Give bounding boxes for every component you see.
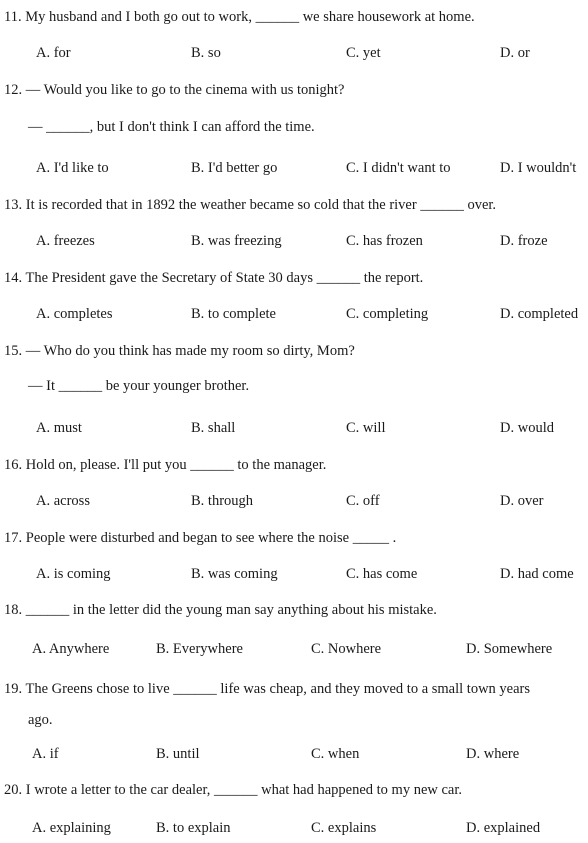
answer-option-b[interactable]: B. Everywhere (156, 641, 243, 657)
answer-option-a[interactable]: A. completes (36, 306, 113, 322)
answer-option-a[interactable]: A. Anywhere (32, 641, 110, 657)
question-stem: 12. — Would you like to go to the cinema with us tonight? (4, 82, 345, 98)
answer-option-c[interactable]: C. yet (346, 45, 381, 61)
answer-option-b[interactable]: B. to explain (156, 820, 231, 836)
answer-option-d[interactable]: D. where (466, 746, 520, 762)
answer-option-b[interactable]: B. so (191, 45, 221, 61)
question-stem: 11. My husband and I both go out to work, ______ we share housework at home. (4, 9, 475, 25)
answer-option-c[interactable]: C. Nowhere (311, 641, 382, 657)
answer-option-d[interactable]: D. over (500, 493, 544, 509)
answer-option-a[interactable]: A. explaining (32, 820, 111, 836)
answer-option-a[interactable]: A. freezes (36, 233, 95, 249)
answer-option-d[interactable]: D. had come (500, 566, 574, 582)
answer-option-b[interactable]: B. was coming (191, 566, 278, 582)
question-stem: 18. ______ in the letter did the young man say anything about his mistake. (4, 602, 437, 618)
answer-option-d[interactable]: D. explained (466, 820, 541, 836)
answer-option-d[interactable]: D. completed (500, 306, 579, 322)
question-stem: 19. The Greens chose to live ______ life was cheap, and they moved to a small town years (4, 681, 531, 697)
answer-option-b[interactable]: B. shall (191, 420, 236, 436)
answer-option-c[interactable]: C. off (346, 493, 380, 509)
answer-option-c[interactable]: C. completing (346, 306, 429, 322)
answer-option-c[interactable]: C. I didn't want to (346, 160, 451, 176)
answer-option-b[interactable]: B. I'd better go (191, 160, 278, 176)
answer-option-a[interactable]: A. if (32, 746, 59, 762)
answer-option-a[interactable]: A. must (36, 420, 82, 436)
answer-option-a[interactable]: A. for (36, 45, 71, 61)
answer-option-c[interactable]: C. has come (346, 566, 418, 582)
question-stem-continuation: — ______, but I don't think I can afford the time. (28, 119, 315, 135)
answer-option-c[interactable]: C. has frozen (346, 233, 423, 249)
question-stem-continuation: ago. (28, 712, 53, 728)
answer-option-a[interactable]: A. across (36, 493, 90, 509)
question-stem-continuation: — It ______ be your younger brother. (28, 378, 250, 394)
question-stem: 13. It is recorded that in 1892 the weather became so cold that the river ______ over. (4, 197, 497, 213)
question-stem: 15. — Who do you think has made my room so dirty, Mom? (4, 343, 355, 359)
answer-option-c[interactable]: C. will (346, 420, 386, 436)
question-stem: 14. The President gave the Secretary of State 30 days ______ the report. (4, 270, 424, 286)
answer-option-d[interactable]: D. froze (500, 233, 548, 249)
answer-option-b[interactable]: B. was freezing (191, 233, 282, 249)
question-stem: 16. Hold on, please. I'll put you ______ to the manager. (4, 457, 327, 473)
question-stem: 17. People were disturbed and began to see where the noise _____ . (4, 530, 397, 546)
question-stem: 20. I wrote a letter to the car dealer, ______ what had happened to my new car. (4, 782, 463, 798)
answer-option-d[interactable]: D. or (500, 45, 530, 61)
answer-option-b[interactable]: B. until (156, 746, 200, 762)
answer-option-d[interactable]: D. would (500, 420, 554, 436)
answer-option-a[interactable]: A. is coming (36, 566, 111, 582)
answer-option-b[interactable]: B. to complete (191, 306, 276, 322)
answer-option-c[interactable]: C. explains (311, 820, 377, 836)
answer-option-d[interactable]: D. Somewhere (466, 641, 553, 657)
answer-option-d[interactable]: D. I wouldn't (500, 160, 577, 176)
answer-option-b[interactable]: B. through (191, 493, 254, 509)
answer-option-a[interactable]: A. I'd like to (36, 160, 109, 176)
answer-option-c[interactable]: C. when (311, 746, 360, 762)
